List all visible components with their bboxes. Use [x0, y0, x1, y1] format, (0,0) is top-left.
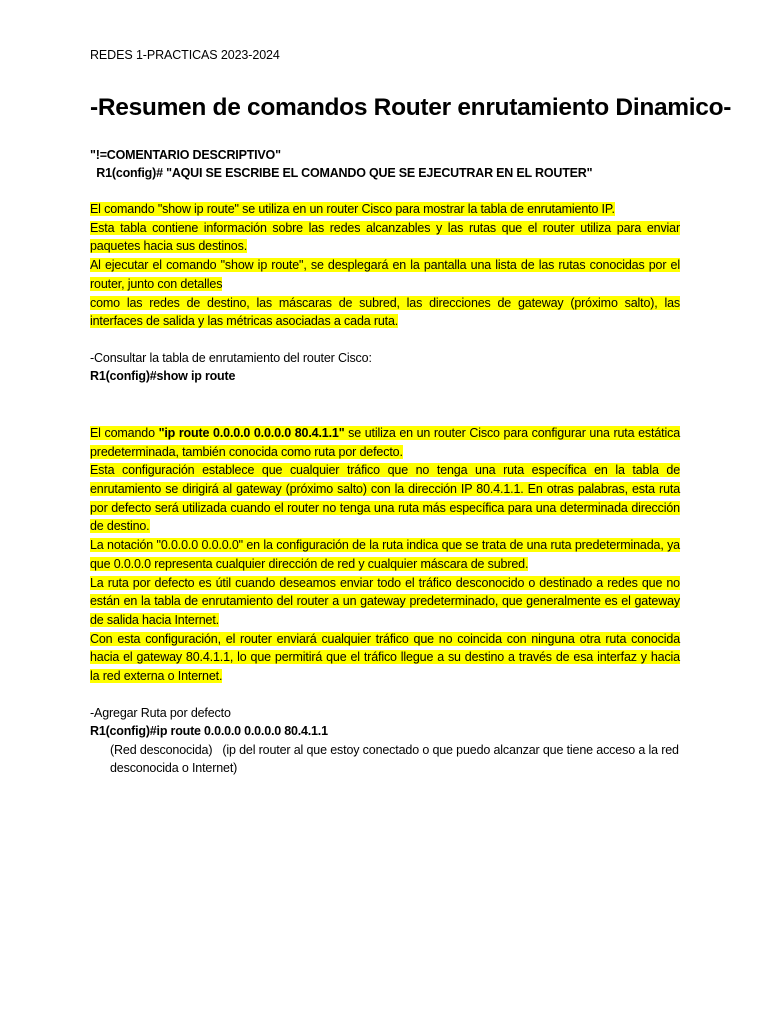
intro-prefix: El comando: [90, 425, 159, 440]
explanation-line: La ruta por defecto es útil cuando deseamos enviar todo el tráfico desconocido o destinado a redes que no están en la tabla de enrutamiento del router a un gateway predeterminado, que generalmente es el gateway de salida hacia Internet.: [90, 575, 680, 627]
default-route-explanation: [90, 424, 680, 686]
explanation-line: Esta configuración establece que cualquier tráfico que no tenga una ruta específica en la tabla de enrutamiento se dirigirá al gateway (próximo salto) con la dirección IP 80.4.1.1. En otras palabras, esta ruta por defecto será utilizada cuando el router no tenga una ruta más específica para una determinada dirección de destino.: [90, 463, 680, 534]
show-ip-route-explanation: [90, 200, 680, 331]
page-title: -Resumen de comandos Router enrutamiento Dinamico-: [90, 94, 732, 121]
explanation-line: Al ejecutar el comando "show ip route", se desplegará en la pantalla una lista de las rutas conocidas por el router, junto con detalles: [90, 258, 680, 291]
task-add-default-route: -Agregar Ruta por defecto: [90, 705, 231, 720]
explanation-line: El comando "show ip route" se utiliza en un router Cisco para mostrar la tabla de enrutamiento IP.: [90, 202, 615, 216]
explanation-line: Con esta configuración, el router enviará cualquier tráfico que no coincida con ninguna otra ruta conocida hacia el gateway 80.4.1.1, lo que permitirá que el tráfico llegue a su destino a través de esa interfaz y hacia la red externa o Internet.: [90, 631, 680, 684]
command-note: (Red desconocida) (ip del router al que estoy conectado o que puedo alcanzar que tiene acceso a la red desconocida o Internet): [110, 742, 683, 776]
explanation-line: como las redes de destino, las máscaras de subred, las direcciones de gateway (próximo salto), las interfaces de salida y las métricas asociadas a cada ruta.: [90, 295, 680, 329]
explanation-line: Esta tabla contiene información sobre las redes alcanzables y las rutas que el router utiliza para enviar paquetes hacia sus destinos.: [90, 220, 680, 254]
intro-suffix: se utiliza en un router Cisco para configurar una ruta estática predeterminada, también conocida como ruta por defecto.: [90, 425, 680, 459]
task-consult-table: -Consultar la tabla de enrutamiento del router Cisco:: [90, 350, 372, 365]
legend-command: R1(config)# "AQUI SE ESCRIBE EL COMANDO QUE SE EJECUTRAR EN EL ROUTER": [93, 166, 593, 180]
explanation-line: La notación "0.0.0.0 0.0.0.0" en la configuración de la ruta indica que se trata de una ruta predeterminada, ya que 0.0.0.0 representa cualquier dirección de red y cualquier máscara de subred.: [90, 538, 680, 571]
command-default-route: R1(config)#ip route 0.0.0.0 0.0.0.0 80.4.1.1: [90, 724, 328, 739]
legend-comment: "!=COMENTARIO DESCRIPTIVO": [90, 148, 281, 162]
document-header: REDES 1-PRACTICAS 2023-2024: [90, 48, 280, 62]
intro-command: "ip route 0.0.0.0 0.0.0.0 80.4.1.1": [158, 425, 345, 440]
command-show-ip-route: R1(config)#show ip route: [90, 369, 236, 384]
